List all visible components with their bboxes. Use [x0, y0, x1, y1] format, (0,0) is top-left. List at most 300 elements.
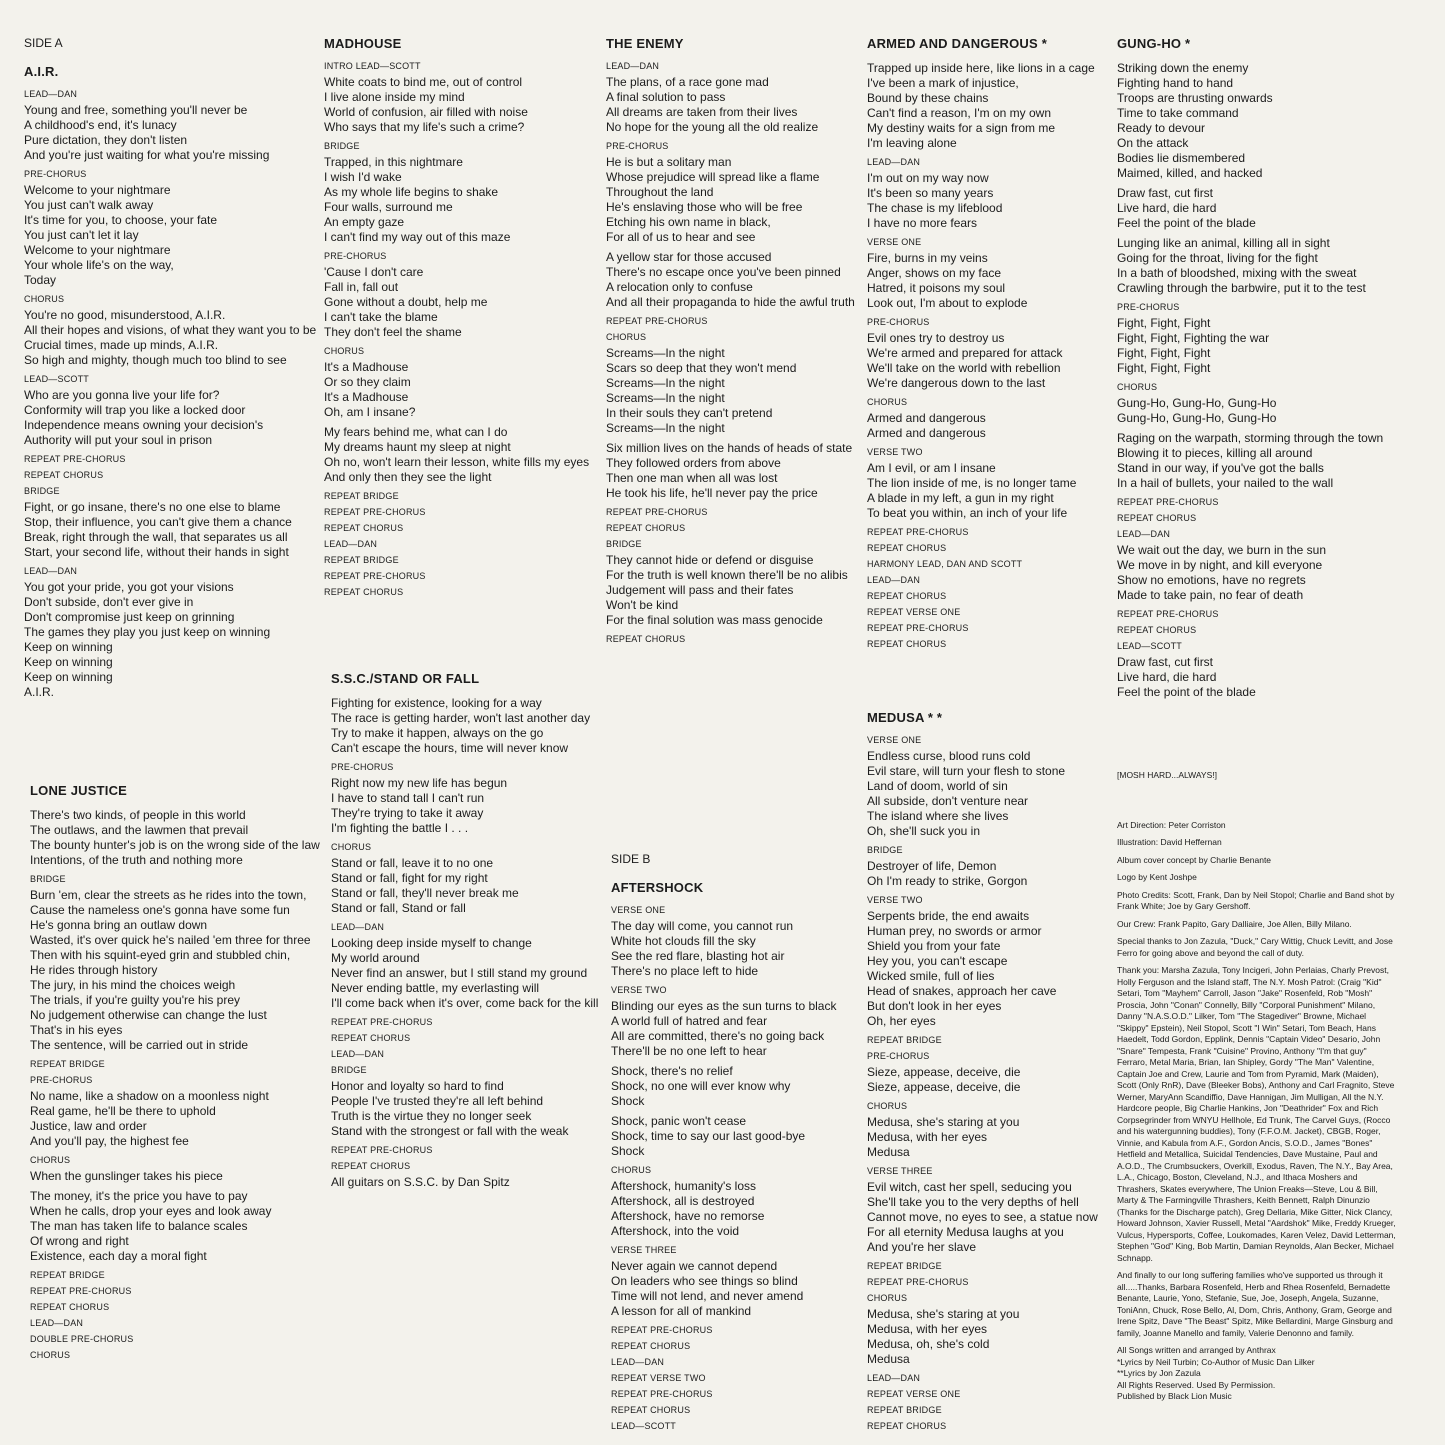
lyric-line: Fight, or go insane, there's no one else to blame — [24, 500, 281, 514]
song — [606, 36, 866, 644]
section-label: LEAD—SCOTT — [1117, 641, 1183, 651]
song — [1117, 36, 1387, 700]
lyrics-column — [24, 36, 324, 714]
section-label: REPEAT PRE-CHORUS — [611, 1325, 713, 1335]
credit-paragraph: And finally to our long suffering families who've supported us through it all.....Thanks, Barbara Rosenfeld, Herb and Rhea Rosenfeld, Bernadette Benante, Laurie, Yono, Stefanie, Sue, Joe, Joseph, Angela, Suzanne, ToniAnn, Chuck, Rose Bello, Al, Dom, Chris, Anthony, Gram, George and Irene Spitz, Dave "The Beast" Spitz, Mike Bellardini, Marge Ginsburg and family, Joanne Manello and family, Valerie Denonno and family. — [1117, 1270, 1393, 1338]
section-label: REPEAT CHORUS — [324, 587, 404, 597]
lyric-line: Hey you, you can't escape — [867, 954, 1008, 968]
section-label: LEAD—DAN — [867, 157, 921, 167]
lyric-line: Medusa, oh, she's cold — [867, 1337, 990, 1351]
section-label: VERSE TWO — [867, 447, 923, 457]
stanza — [1117, 396, 1387, 426]
lyrics-column — [606, 36, 866, 658]
section-label: REPEAT BRIDGE — [867, 1261, 942, 1271]
section-label: BRIDGE — [24, 486, 60, 496]
section-label: INTRO LEAD—SCOTT — [324, 61, 421, 71]
lyric-line: Pure dictation, they don't listen — [24, 133, 188, 147]
lyric-line: Medusa, with her eyes — [867, 1130, 988, 1144]
lyric-line: For the truth is well known there'll be no alibis — [606, 568, 848, 582]
lyric-line: Look out, I'm about to explode — [867, 296, 1028, 310]
section-label: REPEAT VERSE ONE — [867, 1389, 961, 1399]
stanza — [24, 388, 324, 448]
lyric-line: Etching his own name in black, — [606, 215, 771, 229]
lyric-line: And you'll pay, the highest fee — [30, 1134, 189, 1148]
lyric-line: He's enslaving those who will be free — [606, 200, 803, 214]
lyric-line: Shock, time to say our last good-bye — [611, 1129, 806, 1143]
lyric-line: Try to make it happen, always on the go — [331, 726, 544, 740]
section-label: BRIDGE — [331, 1065, 367, 1075]
stanza — [324, 155, 604, 245]
section-label: REPEAT PRE-CHORUS — [867, 527, 969, 537]
lyric-line: Today — [24, 273, 57, 287]
section-label: REPEAT CHORUS — [1117, 513, 1197, 523]
stanza — [606, 346, 866, 436]
section-label: VERSE TWO — [611, 985, 667, 995]
credit-paragraph: Photo Credits: Scott, Frank, Dan by Neil Stopol; Charlie and Band shot by Frank White; Joe by Gary Gershoff. — [1117, 889, 1395, 911]
lyric-line: Land of doom, world of sin — [867, 779, 1008, 793]
section-label: REPEAT PRE-CHORUS — [1117, 497, 1219, 507]
stanza — [867, 1307, 1115, 1367]
lyric-line: Crucial times, made up minds, A.I.R. — [24, 338, 219, 352]
credit-paragraph: Logo by Kent Joshpe — [1117, 872, 1197, 882]
lyric-line: Hatred, it poisons my soul — [867, 281, 1006, 295]
song — [867, 36, 1115, 649]
lyric-line: No hope for the young all the old realize — [606, 120, 819, 134]
lyric-line: And only then they see the light — [324, 470, 492, 484]
lyric-line: A blade in my left, a gun in my right — [867, 491, 1054, 505]
lyric-line: Blowing it to pieces, killing all around — [1117, 446, 1313, 460]
lyric-line: I have to stand tall I can't run — [331, 791, 485, 805]
lyric-line: Armed and dangerous — [867, 411, 986, 425]
lyric-line: Oh I'm ready to strike, Gorgon — [867, 874, 1028, 888]
section-label: REPEAT PRE-CHORUS — [324, 571, 426, 581]
section-label: REPEAT BRIDGE — [324, 555, 399, 565]
stanza — [30, 808, 330, 868]
lyric-line: Show no emotions, have no regrets — [1117, 573, 1306, 587]
lyric-line: Don't subside, don't ever give in — [24, 595, 194, 609]
lyric-line: Of wrong and right — [30, 1234, 129, 1248]
lyric-line: I have no more fears — [867, 216, 978, 230]
lyric-line: All dreams are taken from their lives — [606, 105, 798, 119]
section-label: REPEAT BRIDGE — [867, 1035, 942, 1045]
lyric-line: Time will not lend, and never amend — [611, 1289, 804, 1303]
song-title: ARMED AND DANGEROUS * — [867, 36, 1047, 51]
section-label: PRE-CHORUS — [867, 317, 930, 327]
lyrics-column — [30, 783, 330, 1374]
lyric-line: The money, it's the price you have to pay — [30, 1189, 248, 1203]
stanza — [611, 1259, 866, 1319]
section-label: REPEAT CHORUS — [611, 1341, 691, 1351]
lyric-line: A yellow star for those accused — [606, 250, 772, 264]
section-label: BRIDGE — [324, 141, 360, 151]
lyric-line: For the final solution was mass genocide — [606, 613, 823, 627]
lyric-line: Screams—In the night — [606, 376, 725, 390]
lyric-line: Destroyer of life, Demon — [867, 859, 997, 873]
lyric-line: Screams—In the night — [606, 421, 725, 435]
section-label: REPEAT VERSE ONE — [867, 607, 961, 617]
lyric-line: Then one man when all was lost — [606, 471, 778, 485]
lyric-line: Start, your second life, without their hands in sight — [24, 545, 289, 559]
section-label: LEAD—DAN — [867, 1373, 921, 1383]
lyric-line: When he calls, drop your eyes and look away — [30, 1204, 272, 1218]
stanza — [30, 888, 330, 1053]
section-label: CHORUS — [867, 1101, 908, 1111]
lyric-line: Stand or fall, they'll never break me — [331, 886, 519, 900]
lyric-line: Aftershock, into the void — [611, 1224, 740, 1238]
lyric-line: Medusa, she's staring at you — [867, 1307, 1020, 1321]
section-label: LEAD—DAN — [24, 566, 78, 576]
stanza — [30, 1169, 330, 1184]
lyric-line: The man has taken life to balance scales — [30, 1219, 248, 1233]
stanza — [331, 936, 606, 1011]
stanza — [867, 461, 1115, 521]
side-label: SIDE A — [24, 36, 63, 50]
lyric-line: When the gunslinger takes his piece — [30, 1169, 223, 1183]
stanza — [867, 1180, 1115, 1255]
lyric-line: Am I evil, or am I insane — [867, 461, 996, 475]
section-label: REPEAT PRE-CHORUS — [867, 1277, 969, 1287]
stanza — [606, 155, 866, 245]
lyric-line: It's a Madhouse — [324, 360, 409, 374]
stanza — [331, 696, 606, 756]
lyric-line: Shock — [611, 1094, 645, 1108]
lyric-line: The trials, if you're guilty you're his prey — [30, 993, 240, 1007]
lyric-line: Stand or fall, Stand or fall — [331, 901, 466, 915]
credits-block — [1117, 770, 1399, 1403]
lyric-line: The plans, of a race gone mad — [606, 75, 769, 89]
lyric-line: Bound by these chains — [867, 91, 989, 105]
lyric-line: I'm fighting the battle I . . . — [331, 821, 469, 835]
section-label: REPEAT CHORUS — [867, 1421, 947, 1431]
lyric-line: To beat you within, an inch of your life — [867, 506, 1068, 520]
song-title: MADHOUSE — [324, 36, 402, 51]
section-label: PRE-CHORUS — [24, 169, 87, 179]
stanza — [30, 1089, 330, 1149]
lyric-line: The chase is my lifeblood — [867, 201, 1003, 215]
lyric-line: Crawling through the barbwire, put it to the test — [1117, 281, 1366, 295]
lyric-line: Cause the nameless one's gonna have some fun — [30, 903, 290, 917]
credit-footer-line: *Lyrics by Neil Turbin; Co-Author of Music Dan Lilker — [1117, 1356, 1315, 1367]
section-label: BRIDGE — [606, 539, 642, 549]
stanza — [867, 1115, 1115, 1160]
stanza — [606, 250, 866, 310]
section-label: PRE-CHORUS — [606, 141, 669, 151]
stanza — [1117, 236, 1387, 296]
stanza — [1117, 543, 1387, 603]
lyric-line: We wait out the day, we burn in the sun — [1117, 543, 1327, 557]
stanza — [867, 909, 1115, 1029]
lyric-line: Keep on winning — [24, 670, 113, 684]
section-label: CHORUS — [324, 346, 365, 356]
lyric-line: In a hail of bullets, your nailed to the wall — [1117, 476, 1334, 490]
section-label: CHORUS — [30, 1350, 71, 1360]
section-label: CHORUS — [611, 1165, 652, 1175]
credit-paragraph: Special thanks to Jon Zazula, "Duck," Cary Wittig, Chuck Levitt, and Jose Ferro for going above and beyond the call of duty. — [1117, 936, 1393, 958]
lyric-line: I'm leaving alone — [867, 136, 957, 150]
section-label: REPEAT CHORUS — [331, 1033, 411, 1043]
section-label: VERSE ONE — [611, 905, 666, 915]
section-label: REPEAT PRE-CHORUS — [606, 316, 708, 326]
lyric-line: People I've trusted they're all left behind — [331, 1094, 544, 1108]
lyric-line: Honor and loyalty so hard to find — [331, 1079, 504, 1093]
lyric-line: And you're just waiting for what you're missing — [24, 148, 270, 162]
section-label: REPEAT PRE-CHORUS — [331, 1145, 433, 1155]
section-label: REPEAT PRE-CHORUS — [606, 507, 708, 517]
lyric-line: Stand or fall, fight for my right — [331, 871, 488, 885]
section-label: VERSE THREE — [611, 1245, 677, 1255]
section-label: PRE-CHORUS — [1117, 302, 1180, 312]
lyric-line: Fight, Fight, Fight — [1117, 346, 1211, 360]
song-title: LONE JUSTICE — [30, 783, 128, 798]
stanza — [24, 103, 324, 163]
stanza — [606, 75, 866, 135]
section-label: LEAD—DAN — [331, 922, 385, 932]
lyric-line: Feel the point of the blade — [1117, 216, 1256, 230]
section-label: CHORUS — [606, 332, 647, 342]
lyric-line: Fighting for existence, looking for a way — [331, 696, 542, 710]
stanza — [24, 500, 324, 560]
lyric-line: Judgement will pass and their fates — [606, 583, 794, 597]
lyric-line: See the red flare, blasting hot air — [611, 949, 785, 963]
section-label: BRIDGE — [30, 874, 66, 884]
lyric-line: Oh, am I insane? — [324, 405, 416, 419]
section-label: LEAD—DAN — [867, 575, 921, 585]
stanza — [24, 183, 324, 288]
stanza — [331, 776, 606, 836]
lyric-line: Aftershock, have no remorse — [611, 1209, 765, 1223]
section-label: REPEAT BRIDGE — [867, 1405, 942, 1415]
section-label: REPEAT PRE-CHORUS — [1117, 609, 1219, 619]
section-label: LEAD—SCOTT — [611, 1421, 677, 1431]
lyric-line: The bounty hunter's job is on the wrong side of the law — [30, 838, 320, 852]
lyric-line: Burn 'em, clear the streets as he rides into the town, — [30, 888, 307, 902]
lyric-line: Won't be kind — [606, 598, 679, 612]
song-title: AFTERSHOCK — [611, 880, 704, 895]
lyric-line: Fight, Fight, Fighting the war — [1117, 331, 1270, 345]
stanza — [611, 1179, 866, 1239]
lyric-line: Truth is the virtue they no longer seek — [331, 1109, 532, 1123]
lyric-line: Screams—In the night — [606, 391, 725, 405]
section-label: CHORUS — [1117, 382, 1158, 392]
section-label: PRE-CHORUS — [30, 1075, 93, 1085]
lyric-line: Shock, panic won't cease — [611, 1114, 747, 1128]
section-label: CHORUS — [30, 1155, 71, 1165]
mosh-slogan: [MOSH HARD...ALWAYS!] — [1117, 770, 1217, 780]
stanza — [867, 171, 1115, 231]
section-label: BRIDGE — [867, 845, 903, 855]
section-label: REPEAT CHORUS — [1117, 625, 1197, 635]
stanza — [611, 1064, 866, 1109]
lyric-line: Whose prejudice will spread like a flame — [606, 170, 820, 184]
section-label: DOUBLE PRE-CHORUS — [30, 1334, 134, 1344]
lyric-line: Who says that my life's such a crime? — [324, 120, 525, 134]
lyric-line: Never again we cannot depend — [611, 1259, 778, 1273]
lyric-line: Stand with the strongest or fall with the weak — [331, 1124, 569, 1138]
lyric-line: Welcome to your nightmare — [24, 183, 171, 197]
credits-footer — [1117, 1345, 1399, 1403]
lyric-line: Throughout the land — [606, 185, 714, 199]
section-label: REPEAT CHORUS — [24, 470, 104, 480]
lyric-line: You just can't walk away — [24, 198, 154, 212]
lyric-line: There's no escape once you've been pinned — [606, 265, 841, 279]
credit-paragraph: Illustration: David Heffernan — [1117, 837, 1222, 847]
song-title: THE ENEMY — [606, 36, 684, 51]
lyric-line: Or so they claim — [324, 375, 411, 389]
lyric-line: Sieze, appease, deceive, die — [867, 1080, 1021, 1094]
lyric-line: So high and mighty, though much too blind to see — [24, 353, 287, 367]
lyric-line: White hot clouds fill the sky — [611, 934, 756, 948]
stanza — [611, 1114, 866, 1159]
stanza — [24, 580, 324, 700]
lyric-line: Trapped up inside here, like lions in a cage — [867, 61, 1095, 75]
lyric-line: Young and free, something you'll never be — [24, 103, 248, 117]
credit-paragraph: Thank you: Marsha Zazula, Tony Incigeri, John Perlaias, Charly Prevost, Holly Ferguson and the Island staff, The N.Y. Mosh Patrol: (Craig "Kid" Setari, Tom "Mayhem" Carroll, Jason "Jake" Rosenfeld, Rob "Mosh" Proscia, John "Conan" Connelly, Billy "Corporal Punishment" Milano, Danny "N.A.S.O.D." Lilker, Tom "The Stagediver" Browne, Michael "Skippy" Epstein), Neil Stopol, Scott "I Win" Setari, Tom Beach, Hans Haedelt, Todd Gordon, Epplink, Dennis "Captain Video" Desario, John "Snare" Tempesta, Frank "Cuisine" Provino, Anthony "I'm that guy" Ferraro, Metal Maria, Brian, Ian Shipley, Gordy "The Man" Valentine, Captain Joe and Crew, Laurie and Tom from Pyramid, Mark (Maiden), Scott (Only RnR), Dave (Bleeker Bobs), Anthony and Carl Fragnito, Steve Werner, MaryAnn Scandiffio, Dave Hannigan, Jim Mulligan, All the N.Y. Hardcore people, Big Charlie Hankins, Jon "Deathrider" Fox and Rich Corpsegrinder from WNYU Hellhole, Ed Trunk, The Carvel Guys, (Rocco and his watergunning buddies), Tony (F.F.O.M. Jacket), CBGB, Roger, Vinnie, and Kabula from A.F., Gordon Ancis, S.O.D., James "Bones" Hetfield and Metallica, Suicidal Tendencies, Dave Mustaine, Paul and A.O.D., The Crumbsuckers, Overkill, Exodus, Raven, The N.Y., Bay Area, L.A., Chicago, Boston, Cleveland, N.J., and Ithaca Moshers and Thrashers, Skates everywhere, The Union Freaks—Steve, Lou & Bill, Marty & The Farmingville Thrashers, Keith Bennett, Ralph Dinunzio (Thanks for the Discharge patch), Greg Dellaria, Mike Gitter, Nick Clancy, Howard Johnson, Xavier Russell, Metal "Aardshok" Mike, Freddy Krueger, Vulcus, Hypersports, Coffee, Loukomades, Karen Velez, David Letterman, Stephen "God" King, Bob Martin, Damian Reynolds, Alan Becker, Michael Schnapp. — [1117, 965, 1396, 1263]
song — [30, 783, 330, 1360]
section-label: REPEAT CHORUS — [606, 634, 686, 644]
credit-footer-line: Published by Black Lion Music — [1117, 1391, 1232, 1401]
section-label: LEAD—DAN — [611, 1357, 665, 1367]
section-label: REPEAT BRIDGE — [30, 1059, 105, 1069]
lyric-line: All guitars on S.S.C. by Dan Spitz — [331, 1175, 510, 1189]
lyric-line: Endless curse, blood runs cold — [867, 749, 1031, 763]
lyric-line: Aftershock, humanity's loss — [611, 1179, 757, 1193]
section-label: CHORUS — [867, 1293, 908, 1303]
section-label: REPEAT CHORUS — [867, 639, 947, 649]
lyric-line: Stop, their influence, you can't give them a chance — [24, 515, 292, 529]
lyric-line: He took his life, he'll never pay the price — [606, 486, 818, 500]
lyric-line: Shock, there's no relief — [611, 1064, 733, 1078]
stanza — [1117, 431, 1387, 491]
credit-paragraph: Album cover concept by Charlie Benante — [1117, 854, 1272, 865]
section-label: CHORUS — [867, 397, 908, 407]
lyric-line: Striking down the enemy — [1117, 61, 1249, 75]
lyric-line: I've been a mark of injustice, — [867, 76, 1019, 90]
lyrics-column — [1117, 36, 1387, 714]
lyric-line: In their souls they can't pretend — [606, 406, 773, 420]
lyric-line: It's a Madhouse — [324, 390, 409, 404]
lyric-line: Keep on winning — [24, 655, 113, 669]
lyric-line: The sentence, will be carried out in stride — [30, 1038, 249, 1052]
lyric-line: You just can't let it lay — [24, 228, 139, 242]
credit-footer-line: **Lyrics by Jon Zazula — [1117, 1368, 1201, 1378]
stanza — [324, 425, 604, 485]
section-label: REPEAT PRE-CHORUS — [867, 623, 969, 633]
lyric-line: The race is getting harder, won't last another day — [331, 711, 591, 725]
lyric-line: Live hard, die hard — [1117, 201, 1217, 215]
lyric-line: Wicked smile, full of lies — [867, 969, 995, 983]
stanza — [1117, 186, 1387, 231]
lyric-line: He is but a solitary man — [606, 155, 732, 169]
lyric-line: Aftershock, all is destroyed — [611, 1194, 755, 1208]
stanza — [324, 265, 604, 340]
song — [611, 880, 866, 1431]
lyric-line: Welcome to your nightmare — [24, 243, 171, 257]
section-label: REPEAT VERSE TWO — [611, 1373, 706, 1383]
lyric-line: Wasted, it's over quick he's nailed 'em three for three — [30, 933, 311, 947]
lyric-line: And you're her slave — [867, 1240, 977, 1254]
lyric-line: You got your pride, you got your visions — [24, 580, 234, 594]
lyric-line: A.I.R. — [24, 685, 55, 699]
lyrics-column — [611, 852, 866, 1445]
stanza — [24, 308, 324, 368]
section-label: VERSE THREE — [867, 1166, 933, 1176]
lyric-line: Gung-Ho, Gung-Ho, Gung-Ho — [1117, 411, 1277, 425]
lyric-line: No name, like a shadow on a moonless night — [30, 1089, 269, 1103]
lyric-line: Armed and dangerous — [867, 426, 986, 440]
lyric-line: Screams—In the night — [606, 346, 725, 360]
lyric-line: It's time for you, to choose, your fate — [24, 213, 218, 227]
lyric-line: Going for the throat, living for the fight — [1117, 251, 1318, 265]
lyric-line: Don't compromise just keep on grinning — [24, 610, 235, 624]
lyrics-column — [867, 36, 1115, 663]
section-label: LEAD—DAN — [331, 1049, 385, 1059]
section-label: REPEAT CHORUS — [867, 591, 947, 601]
lyric-line: All subside, don't venture near — [867, 794, 1029, 808]
lyric-line: White coats to bind me, out of control — [324, 75, 523, 89]
lyric-line: There's two kinds, of people in this world — [30, 808, 246, 822]
lyric-line: Fighting hand to hand — [1117, 76, 1234, 90]
section-label: REPEAT CHORUS — [867, 543, 947, 553]
lyric-line: On the attack — [1117, 136, 1189, 150]
lyric-line: On leaders who see things so blind — [611, 1274, 798, 1288]
section-label: REPEAT CHORUS — [30, 1302, 110, 1312]
lyric-line: That's in his eyes — [30, 1023, 123, 1037]
song — [24, 64, 324, 700]
lyric-line: Authority will put your soul in prison — [24, 433, 213, 447]
lyric-line: Can't escape the hours, time will never know — [331, 741, 569, 755]
stanza — [331, 856, 606, 916]
section-label: REPEAT CHORUS — [606, 523, 686, 533]
stanza — [606, 553, 866, 628]
lyric-line: For all eternity Medusa laughs at you — [867, 1225, 1064, 1239]
lyric-line: As my whole life begins to shake — [324, 185, 499, 199]
lyric-line: Looking deep inside myself to change — [331, 936, 532, 950]
section-label: PRE-CHORUS — [324, 251, 387, 261]
lyric-line: Human prey, no swords or armor — [867, 924, 1042, 938]
stanza — [324, 75, 604, 135]
section-label: LEAD—DAN — [24, 89, 78, 99]
lyric-line: Draw fast, cut first — [1117, 186, 1214, 200]
section-label: LEAD—DAN — [606, 61, 660, 71]
lyric-line: Made to take pain, no fear of death — [1117, 588, 1304, 602]
lyric-line: I wish I'd wake — [324, 170, 402, 184]
lyric-line: Oh no, won't learn their lesson, white fills my eyes — [324, 455, 590, 469]
lyric-line: Ready to devour — [1117, 121, 1206, 135]
section-label: REPEAT CHORUS — [611, 1405, 691, 1415]
lyric-line: Draw fast, cut first — [1117, 655, 1214, 669]
lyric-line: My destiny waits for a sign from me — [867, 121, 1056, 135]
lyric-line: I'll come back when it's over, come back for the kill — [331, 996, 599, 1010]
side-label: SIDE B — [611, 852, 651, 866]
lyric-line: Six million lives on the hands of heads of state — [606, 441, 853, 455]
lyrics-column — [331, 671, 606, 1204]
lyric-line: You're no good, misunderstood, A.I.R. — [24, 308, 226, 322]
lyric-line: Your whole life's on the way, — [24, 258, 174, 272]
lyric-line: Raging on the warpath, storming through the town — [1117, 431, 1384, 445]
lyric-line: Who are you gonna live your life for? — [24, 388, 220, 402]
lyric-line: Troops are thrusting onwards — [1117, 91, 1273, 105]
stanza — [30, 1189, 330, 1264]
lyric-line: The jury, in his mind the choices weigh — [30, 978, 236, 992]
lyric-line: A childhood's end, it's lunacy — [24, 118, 177, 132]
lyric-line: Then with his squint-eyed grin and stubbled chin, — [30, 948, 291, 962]
lyric-line: Right now my new life has begun — [331, 776, 508, 790]
lyric-line: Medusa — [867, 1352, 910, 1366]
lyric-line: Fall in, fall out — [324, 280, 399, 294]
lyric-line: Scars so deep that they won't mend — [606, 361, 797, 375]
lyric-line: They're trying to take it away — [331, 806, 484, 820]
section-label: LEAD—DAN — [30, 1318, 84, 1328]
